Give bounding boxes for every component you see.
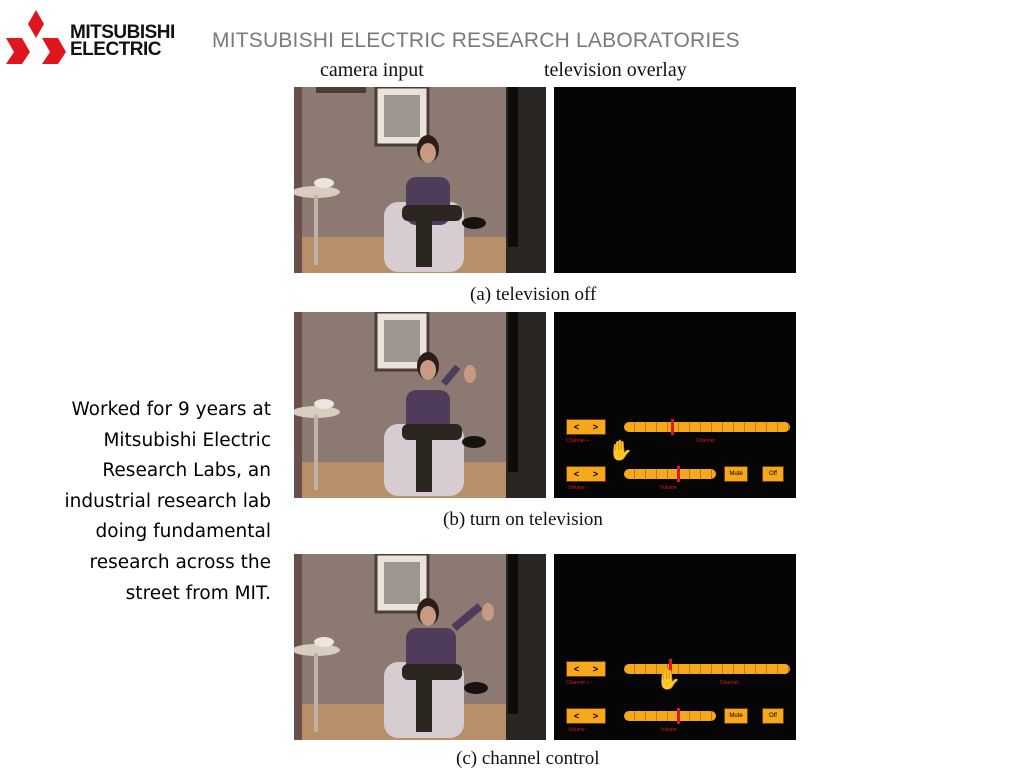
logo-wordmark bbox=[70, 24, 175, 58]
channel-label-c: Channel + - bbox=[566, 680, 592, 686]
channel-text-b: Channel bbox=[696, 438, 715, 444]
channel-label-b: Channel + - bbox=[566, 438, 592, 444]
volume-slider-marker-b[interactable] bbox=[677, 466, 680, 482]
caption-c: (c) channel control bbox=[456, 748, 600, 769]
column-header-camera: camera input bbox=[320, 59, 424, 81]
channel-left-arrow[interactable]: < bbox=[573, 422, 580, 432]
channel-left-arrow[interactable]: < bbox=[573, 664, 580, 674]
channel-slider-marker-b[interactable] bbox=[671, 419, 674, 435]
volume-right-arrow[interactable]: > bbox=[592, 711, 599, 721]
caption-b: (b) turn on television bbox=[443, 509, 603, 530]
volume-text-b: Volume bbox=[660, 485, 677, 491]
camera-photo-b bbox=[294, 312, 546, 498]
mute-button-b[interactable]: Mute bbox=[724, 466, 748, 482]
volume-arrows-b[interactable] bbox=[566, 466, 606, 482]
column-header-overlay: television overlay bbox=[544, 59, 687, 81]
volume-left-arrow[interactable]: < bbox=[573, 711, 580, 721]
volume-text-c: Volume bbox=[660, 727, 677, 733]
side-description: Worked for 9 years at Mitsubishi Electric Research Labs, an industrial research lab doing fundamental research across the street from MIT. bbox=[64, 399, 271, 604]
hand-cursor-icon: ✋ bbox=[608, 440, 633, 462]
camera-photo-c bbox=[294, 554, 546, 740]
lab-title: MITSUBISHI ELECTRIC RESEARCH LABORATORIES bbox=[212, 29, 740, 52]
caption-a: (a) television off bbox=[470, 284, 597, 305]
volume-slider-c[interactable] bbox=[624, 711, 716, 721]
logo-line-2: ELECTRIC bbox=[70, 39, 161, 60]
channel-slider-b[interactable] bbox=[624, 422, 790, 432]
tv-overlay-c bbox=[554, 554, 796, 740]
volume-slider-marker-c[interactable] bbox=[677, 708, 680, 724]
channel-right-arrow[interactable]: > bbox=[592, 422, 599, 432]
channel-slider-c[interactable] bbox=[624, 664, 790, 674]
tv-overlay-b bbox=[554, 312, 796, 498]
hand-cursor-icon: ✋ bbox=[656, 669, 681, 691]
volume-left-arrow[interactable]: < bbox=[573, 469, 580, 479]
channel-right-arrow[interactable]: > bbox=[592, 664, 599, 674]
volume-label-c: Volume - bbox=[568, 727, 588, 733]
mute-button-c[interactable]: Mute bbox=[724, 708, 748, 724]
channel-arrows-c[interactable] bbox=[566, 661, 606, 677]
off-button-b[interactable]: Off bbox=[762, 466, 784, 482]
volume-slider-b[interactable] bbox=[624, 469, 716, 479]
volume-label-b: Volume - bbox=[568, 485, 588, 491]
off-button-c[interactable]: Off bbox=[762, 708, 784, 724]
volume-arrows-c[interactable] bbox=[566, 708, 606, 724]
volume-right-arrow[interactable]: > bbox=[592, 469, 599, 479]
logo-line-1: MITSUBISHI bbox=[70, 22, 175, 43]
camera-photo-a bbox=[294, 87, 546, 273]
channel-arrows-b[interactable] bbox=[566, 419, 606, 435]
tv-overlay-a bbox=[554, 87, 796, 273]
channel-text-c: Channel bbox=[720, 680, 739, 686]
mitsubishi-logo-icon bbox=[6, 8, 66, 64]
